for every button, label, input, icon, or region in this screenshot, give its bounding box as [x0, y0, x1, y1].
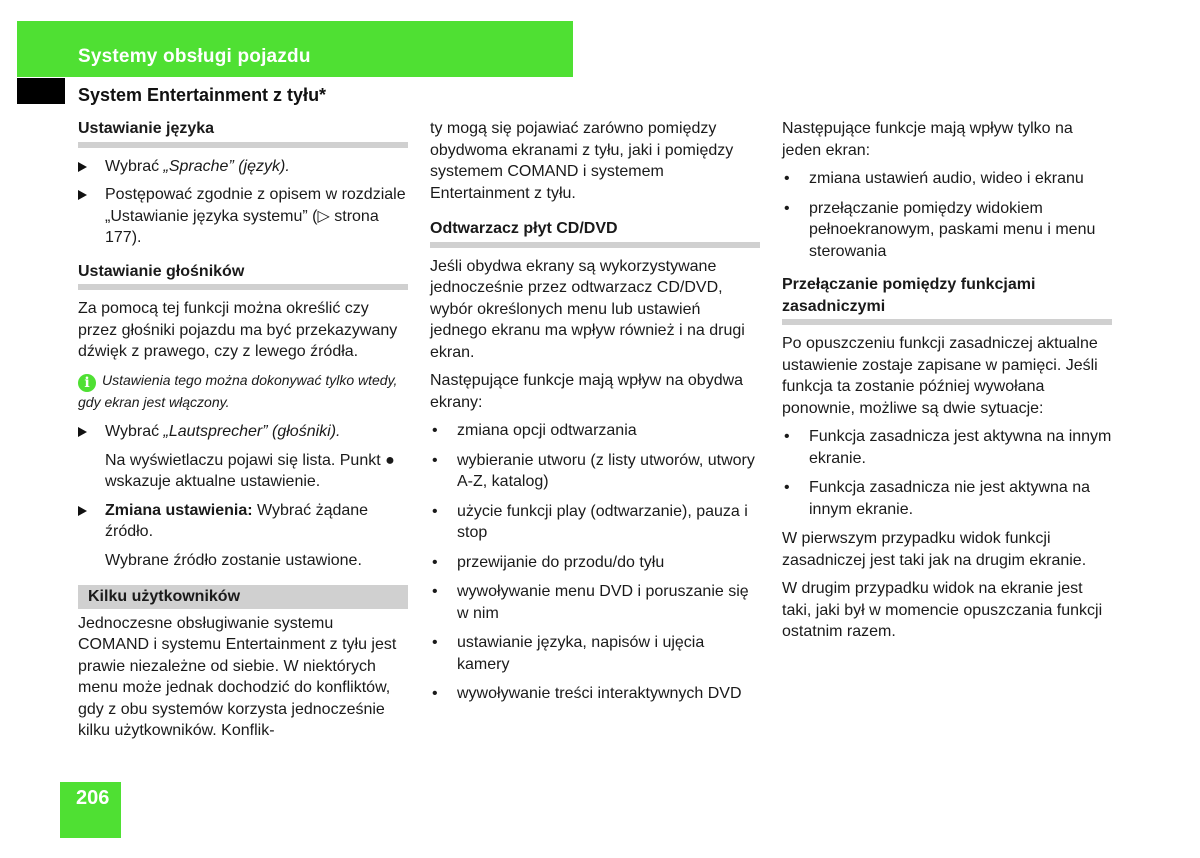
- subheading-switching: Przełączanie pomiędzy funkcjami zasadniczymi: [782, 274, 1112, 325]
- subheading-multiple-users: Kilku użytkowników: [78, 585, 408, 609]
- list-item: [782, 477, 1112, 520]
- list-item: [430, 501, 760, 544]
- list-item-text: ustawianie języka, napisów i ujęcia kamery: [457, 634, 705, 673]
- one-screen-intro: Następujące funkcje mają wpływ tylko na jeden ekran:: [782, 120, 1073, 159]
- list-item: [430, 450, 760, 493]
- bullet-icon: •: [432, 502, 438, 520]
- arrow-icon: [78, 162, 87, 172]
- list-item: [782, 198, 1112, 263]
- list-item-text: zmiana opcji odtwarzania: [457, 422, 637, 439]
- result-text: Wybrane źródło zostanie ustawione.: [105, 551, 362, 569]
- step-label: Zmiana ustawienia:: [105, 501, 253, 519]
- users-paragraph: Jednoczesne obsługiwanie systemu COMAND i systemu Entertainment z tyłu jest prawie niezależne od siebie. W niektórych menu może jednak dochodzić do konfliktów, gdy z obu systemów korzysta jednocześnie kilku użytkowników. Konflik-: [78, 614, 397, 739]
- bullet-icon: •: [784, 199, 790, 217]
- list-item-text: wybieranie utworu (z listy utworów, utwory A-Z, katalog): [457, 451, 755, 490]
- cd-paragraph: Jeśli obydwa ekrany są wykorzystywane jednocześnie przez odtwarzacz CD/DVD, wybór określonych menu lub ustawień jednego ekranu ma wpływ również i na drugi ekran.: [430, 257, 745, 361]
- bullet-icon: •: [784, 428, 790, 445]
- step-select-sprache: [78, 156, 408, 178]
- list-item: [782, 168, 1112, 190]
- both-screens-intro: Następujące funkcje mają wpływ na obydwa ekrany:: [430, 372, 744, 411]
- case1-paragraph: W pierwszym przypadku widok funkcji zasadniczej jest taki jak na drugim ekranie.: [782, 530, 1087, 569]
- step-select-lautsprecher: [78, 421, 408, 443]
- list-item: [430, 420, 760, 442]
- menu-translation: (głośniki).: [267, 423, 341, 440]
- info-icon: i: [78, 374, 96, 392]
- list-item-text: wywoływanie treści interaktywnych DVD: [457, 685, 742, 702]
- bullet-icon: •: [432, 422, 438, 439]
- menu-name: „Lautsprecher”: [163, 423, 268, 440]
- column-3: [782, 112, 1112, 650]
- section-title: System Entertainment z tyłu*: [78, 85, 327, 105]
- speakers-paragraph: Za pomocą tej funkcji można określić czy przez głośniki pojazdu ma być przekazywany dźwięk z prawego, czy z lewego źródła.: [78, 300, 398, 360]
- bullet-icon: •: [432, 553, 438, 571]
- list-item: [430, 683, 760, 705]
- step-text: Wybrać żądane źródło.: [105, 501, 369, 540]
- section-marker: [17, 78, 65, 104]
- arrow-icon: [78, 190, 87, 200]
- step-change-setting: [78, 500, 408, 543]
- step-text: Wybrać: [105, 423, 164, 440]
- case2-paragraph: W drugim przypadku widok na ekranie jest taki, jaki był w momencie opuszczania funkcji ostatnim razem.: [782, 580, 1103, 640]
- step-follow-description: [78, 184, 408, 249]
- list-item: [430, 552, 760, 574]
- subheading-cd-dvd: Odtwarzacz płyt CD/DVD: [430, 218, 760, 248]
- arrow-icon: [78, 427, 87, 437]
- list-item-text: Funkcja zasadnicza nie jest aktywna na innym ekranie.: [809, 479, 1091, 518]
- menu-name: „Sprache”: [163, 157, 234, 175]
- continued-paragraph: ty mogą się pojawiać zarówno pomiędzy obydwoma ekranami z tyłu, jaki i pomiędzy systemem COMAND i systemem Entertainment z tyłu.: [430, 120, 734, 202]
- page-number: 206: [76, 787, 110, 809]
- list-item-text: przełączanie pomiędzy widokiem pełnoekranowym, paskami menu i menu sterowania: [809, 199, 1096, 260]
- column-1: [78, 112, 408, 749]
- subheading-language: Ustawianie języka: [78, 118, 408, 148]
- list-item-text: zmiana ustawień audio, wideo i ekranu: [809, 170, 1084, 187]
- switch-paragraph: Po opuszczeniu funkcji zasadniczej aktualne ustawienie zostaje zapisane w pamięci. Jeśli funkcja ta zostanie później wywołana ponownie, możliwe są dwie sytuacje:: [782, 335, 1098, 417]
- list-item: [430, 632, 760, 675]
- list-item-text: przewijanie do przodu/do tyłu: [457, 553, 665, 571]
- bullet-icon: •: [432, 583, 438, 600]
- menu-translation: (język).: [233, 157, 290, 175]
- note-text: Ustawienia tego można dokonywać tylko wtedy, gdy ekran jest włączony.: [78, 371, 398, 410]
- bullet-icon: •: [432, 634, 438, 651]
- column-2: [430, 112, 760, 713]
- list-item-text: Funkcja zasadnicza jest aktywna na innym ekranie.: [809, 428, 1112, 467]
- list-item: [430, 581, 760, 624]
- list-item: [782, 426, 1112, 469]
- bullet-icon: •: [784, 479, 790, 496]
- list-item-text: użycie funkcji play (odtwarzanie), pauza i stop: [457, 502, 748, 541]
- list-item-text: wywoływanie menu DVD i poruszanie się w nim: [457, 583, 749, 622]
- list-info-text: Na wyświetlaczu pojawi się lista. Punkt ● wskazuje aktualne ustawienie.: [105, 451, 395, 490]
- arrow-icon: [78, 506, 87, 516]
- subheading-speakers: Ustawianie głośników: [78, 261, 408, 291]
- bullet-icon: •: [432, 451, 438, 469]
- step-text: Wybrać: [105, 157, 164, 175]
- bullet-icon: •: [784, 170, 790, 187]
- bullet-icon: •: [432, 685, 438, 702]
- step-text: Postępować zgodnie z opisem w rozdziale „Ustawianie języka systemu” (▷ strona 177).: [105, 186, 406, 246]
- info-note: [78, 370, 408, 414]
- chapter-title: Systemy obsługi pojazdu: [78, 46, 311, 67]
